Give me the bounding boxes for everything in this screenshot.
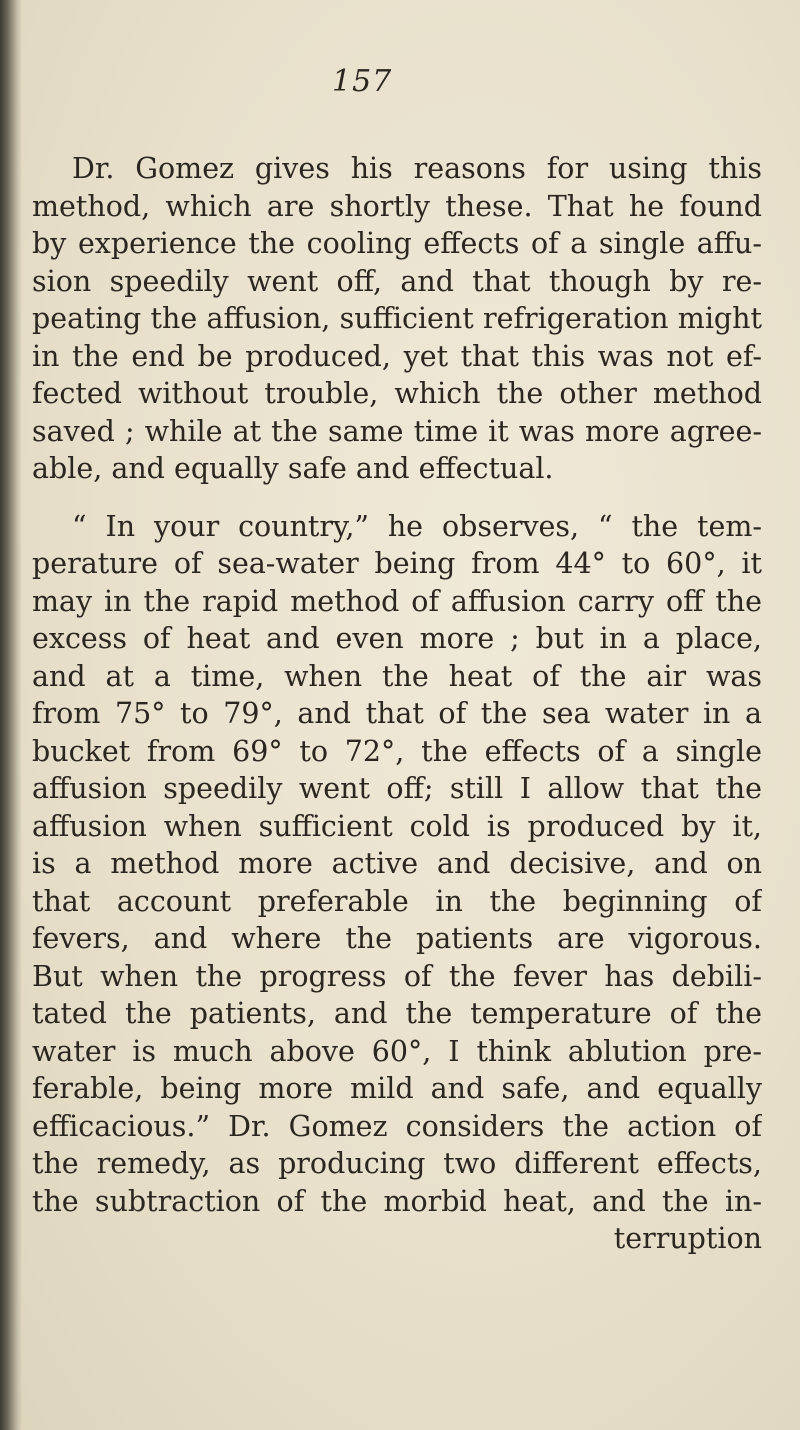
text-line: affusion speedily went off; still I allow that the	[32, 772, 762, 805]
text-line: But when the progress of the fever has debili-	[32, 959, 762, 993]
text-line: fected without trouble, which the other method	[32, 377, 762, 410]
text-line: tated the patients, and the temperature of the	[32, 997, 762, 1030]
page-number: 157	[332, 64, 393, 99]
text-line: may in the rapid method of affusion carry off the	[32, 584, 762, 618]
text-line: is a method more active and decisive, and on	[32, 847, 762, 880]
paragraph-1	[32, 150, 762, 488]
text-line: ferable, being more mild and safe, and equally	[32, 1072, 762, 1105]
catchword: terruption	[613, 1222, 762, 1255]
text-line: perature of sea-water being from 44° to 60°, it	[32, 547, 762, 580]
text-line: from 75° to 79°, and that of the sea water in a	[32, 697, 762, 730]
text-line: water is much above 60°, I think ablution pre-	[32, 1034, 762, 1068]
text-line: in the end be produced, yet that this was not ef-	[32, 339, 762, 373]
binding-gutter	[0, 0, 22, 1430]
text-line: saved ; while at the same time it was more agree-	[32, 414, 762, 448]
text-line: bucket from 69° to 72°, the effects of a single	[32, 734, 762, 768]
text-line: peating the affusion, sufficient refrigeration might	[32, 302, 762, 335]
text-line: and at a time, when the heat of the air was	[32, 659, 762, 693]
text-line: by experience the cooling effects of a single affu-	[32, 227, 762, 260]
text-line: method, which are shortly these. That he found	[32, 189, 762, 223]
text-line: fevers, and where the patients are vigorous.	[32, 922, 762, 955]
text-line: sion speedily went off, and that though by re-	[32, 264, 762, 298]
text-line: excess of heat and even more ; but in a place,	[32, 622, 762, 655]
text-line: the subtraction of the morbid heat, and the in-	[32, 1184, 762, 1218]
text-line: “ In your country,” he observes, “ the tem-	[72, 509, 762, 543]
text-line: able, and equally safe and effectual.	[32, 452, 554, 485]
text-line: efficacious.” Dr. Gomez considers the action of	[32, 1109, 762, 1143]
paragraph-2	[32, 508, 762, 1221]
text-line: that account preferable in the beginning of	[32, 884, 762, 918]
text-line: Dr. Gomez gives his reasons for using this	[72, 152, 762, 185]
paragraph-gap	[32, 488, 762, 508]
body-text	[32, 150, 762, 1258]
text-line: the remedy, as producing two different effects,	[32, 1147, 762, 1180]
text-line: affusion when sufficient cold is produced by it,	[32, 809, 762, 843]
